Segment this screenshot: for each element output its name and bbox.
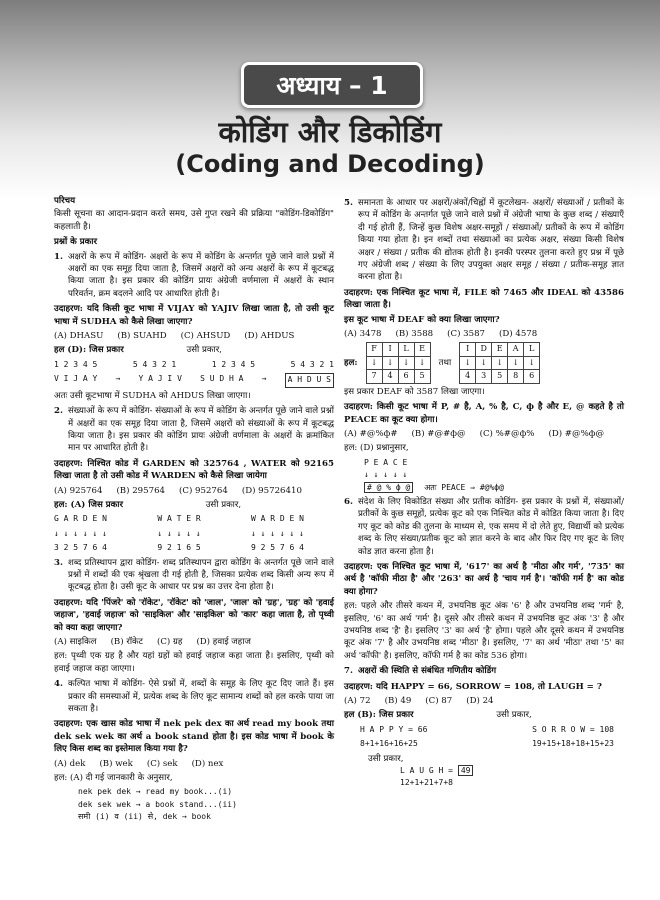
section-text: शब्द प्रतिस्थापन द्वारा कोडिंग- शब्द प्रतिस्थापन द्वारा कोडिंग के अन्तर्गत पूछे जाने वाले प्रश्नों में शब्दों की एक श्रृंखला दी गई होती है, जिसका प्रत्येक शब्द किसी अन्य रूप में कूटबद्ध होता है। उसी कूट के आधार पर प्रश्न का उत्तर देना होता है। [68, 557, 334, 593]
example-4-line: समी (i) व (ii) से, dek → book [78, 812, 211, 822]
option: (A) 925764 [54, 485, 103, 496]
word: Y A J I V [138, 374, 182, 384]
option: (B) 49 [384, 696, 412, 707]
option: (C) %#@ф% [479, 428, 535, 439]
right-column [344, 195, 624, 790]
option: (D) 24 [466, 696, 494, 707]
down-arrow-icon: ↓ ↓ ↓ ↓ ↓ [157, 528, 201, 538]
option: (B) wek [99, 758, 133, 769]
example-1-solution [54, 344, 334, 356]
table-cell: L [398, 343, 414, 356]
section-3 [54, 557, 334, 594]
answer-word: A H D U S [285, 373, 334, 387]
example-2-options [54, 485, 334, 497]
connector-text: तथा [438, 357, 452, 368]
section-text: अक्षरों के रूप में कोडिंग- अक्षरों के रूप में कोडिंग के अन्तर्गत पूछे जाने वाले प्रश्नों में अक्षरों का एक समूह दिया जाता है, जिसमें अक्षरों को अन्य अक्षरों के रूप में कूटबद्ध किया जाता है। इस प्रकार की कोडिंग प्रायः अंग्रेजी वर्णमाला में अक्षरों के स्थान परिवर्तन, क्रम बदलने आदि पर आधारित होती है। [68, 251, 334, 299]
number-seq: 5 4 3 2 1 [132, 359, 177, 369]
example-8-sums [344, 738, 624, 750]
number-seq: 9 2 5 7 6 4 [251, 543, 304, 553]
section-number: 2. [54, 406, 63, 417]
sorrow-code: S O R R O W = 108 [532, 724, 614, 734]
example-5-question-2: इस कूट भाषा में DEAF को क्या लिखा जाएगा? [344, 314, 500, 325]
laugh-word: L A U G H = [400, 766, 453, 776]
example-2-arrows [54, 528, 334, 540]
table-cell: F [366, 343, 382, 356]
solution-mid: उसी प्रकार, [205, 499, 242, 510]
example-1-options [54, 330, 334, 342]
example-2-solution [54, 499, 334, 511]
section-number: 5. [344, 198, 353, 208]
section-1 [54, 251, 334, 301]
table-cell: I [382, 343, 398, 356]
word: W A T E R [157, 514, 201, 524]
example-8-usi: उसी प्रकार, [368, 753, 404, 764]
table-cell: 3 [476, 370, 492, 383]
section-number: 7. [344, 666, 353, 677]
table-cell: A [508, 343, 524, 356]
section-6 [344, 496, 624, 558]
table-cell: 4 [460, 370, 476, 383]
section-number: 6. [344, 496, 353, 507]
table-cell: 6 [398, 370, 414, 383]
example-3-question: उदाहरण: यदि 'पिंजरे' को 'रॉकेट', 'रॉकेट' को 'जाल', 'जाल' को 'ग्रह', 'ग्रह' को 'हवाई जहाज', 'हवाई जहाज' को 'साइकिल' और 'साइकिल' को 'कार' कहा जाता है, तो पृथ्वी को क्या कहा जाएगा? [54, 597, 334, 633]
number-seq: 1 2 3 4 5 [54, 359, 98, 369]
option: (A) #@%ф# [344, 428, 398, 439]
page-title-hindi: कोडिंग और डिकोडिंग [218, 115, 442, 149]
example-1-words [54, 373, 334, 387]
chapter-label: अध्याय – 1 [241, 62, 423, 108]
number-seq: 3 2 5 7 6 4 [54, 543, 107, 553]
section-number: 4. [54, 679, 63, 690]
table-cell: 7 [366, 370, 382, 383]
intro-heading: परिचय [54, 196, 76, 206]
example-4-question: उदाहरण: एक खास कोड भाषा में nek pek dex का अर्थ read my book तथा dek sek wek का अर्थ a book stand होता है। इस कोड भाषा में book के लिए किस शब्द का इस्तेमाल किया गया है? [54, 719, 334, 755]
option: (D) AHDUS [244, 331, 295, 342]
section-heading: अक्षरों की स्थिति से संबंधित गणितीय कोडिंग [358, 666, 497, 677]
example-5-tables [344, 342, 624, 383]
example-8-question: उदाहरण: यदि HAPPY = 66, SORROW = 108, तो LAUGH = ? [344, 681, 602, 692]
example-7-solution: हल: पहले और तीसरे कथन में, उभयनिष्ठ कूट अंक '6' है और उभयनिष्ठ शब्द 'गर्म' है, इसलिए, '6' का अर्थ 'गर्म' है। दूसरे और तीसरे कथन में उभयनिष्ठ कूट अंक '3' है और उभयनिष्ठ शब्द 'है' है। इसलिए '3' का अर्थ 'है' होगा। पहले और दूसरे कथन में उभयनिष्ठ कूट अंक '7' है और उभयनिष्ठ शब्द 'मीठा' है। इसलिए, '7' का अर्थ 'मीठा' तथा '5' का अर्थ 'कॉफी' है। इसलिए, कॉफी गर्म है का कोड 536 होगा। [344, 601, 624, 661]
arrow-icon: → [115, 374, 121, 384]
section-7 [344, 665, 624, 677]
left-column [54, 195, 334, 824]
down-arrow-icon: ↓ ↓ ↓ ↓ ↓ ↓ [251, 528, 304, 538]
example-2-question: उदाहरण: निश्चित कोड में GARDEN को 325764 , WATER को 92165 लिखा जाता है तो उसी कोड में WARDEN को कैसे लिखा जायेगा [54, 458, 334, 482]
option: (B) रॉकेट [110, 637, 143, 647]
option: (C) 3587 [447, 329, 486, 340]
down-arrow-icon: ↓ ↓ ↓ ↓ ↓ ↓ [54, 528, 107, 538]
laugh-code [344, 765, 624, 777]
word: S U D H A [200, 374, 244, 384]
section-2 [54, 405, 334, 455]
solution-mid: उसी प्रकार, [496, 710, 532, 721]
section-text: समानता के आधार पर अक्षरों/अंकों/चिह्नों में कूटलेखन- अक्षरों/ संख्याओं / प्रतीकों के रूप में कोडिंग के अन्तर्गत पूछे जाने वाले प्रश्नों में अंग्रेजी भाषा के कुछ शब्द / संख्याएँ दी गई होती हैं, जिन्हें कुछ विशेष अक्षर-समूहों / संख्याओं/ प्रतीकों के रूप में कोडिंग किया गया होता है। इन शब्दों तथा संख्याओं का प्रत्येक अक्षर, संख्या किसी विशेष अक्षर / संख्या / प्रतीक की द्योतक होती है। इनकी परस्पर तुलना करते हुए प्रश्न में पूछे गए अंग्रेजी शब्द / संख्या के लिए उपयुक्त अक्षर समूह / संख्या / प्रतीक-समूह ज्ञात करना होता है। [358, 198, 624, 283]
option: (D) #@%ф@ [548, 428, 605, 439]
option: (B) SUAHD [117, 331, 167, 342]
example-1-question: उदाहरण: यदि किसी कूट भाषा में VIJAY को YAJIV लिखा जाता है, तो उसी कूट भाषा में SUDHA को कैसे लिखा जाएगा? [54, 304, 334, 327]
option: (C) ग्रह [157, 637, 183, 647]
example-4-options [54, 758, 334, 770]
option: (A) DHASU [54, 331, 104, 342]
example-2-words [54, 513, 334, 525]
option: (B) #@#ф@ [411, 428, 466, 439]
option: (A) dek [54, 758, 86, 769]
option: (B) 3588 [395, 329, 434, 340]
table-cell: 5 [414, 370, 430, 383]
number-seq: 9 2 1 6 5 [157, 543, 201, 553]
option: (C) sek [146, 758, 178, 769]
solution-label: हल: [344, 357, 358, 368]
example-8-solution [344, 709, 624, 721]
table-cell: 4 [382, 370, 398, 383]
example-1-numbers [54, 359, 334, 371]
ideal-code-table: I D E A L ↓ ↓ ↓ ↓ ↓ 4 3 5 8 6 [459, 342, 540, 383]
example-4-line: dek sek wek → a book stand...(ii) [78, 799, 237, 809]
down-arrow-icon: ↓ ↓ ↓ ↓ ↓ [364, 470, 408, 480]
peace-diagram [344, 457, 624, 494]
table-cell: D [476, 343, 492, 356]
peace-answer: अतः PEACE ⇒ #@%ф@ [424, 482, 504, 492]
example-5-question: उदाहरण: एक निश्चित कूट भाषा में, FILE को 7465 और IDEAL को 43586 लिखा जाता है। [344, 287, 624, 311]
section-number: 1. [54, 251, 63, 262]
table-cell: L [524, 343, 540, 356]
example-2-numbers [54, 542, 334, 554]
option: (D) nex [191, 758, 224, 769]
example-1-answer: अतः उसी कूटभाषा में SUDHA को AHDUS लिखा जाएगा। [54, 390, 251, 401]
table-cell: 6 [524, 370, 540, 383]
example-3-solution: हल: पृथ्वी एक ग्रह है और यहां ग्रहों को हवाई जहाज कहा जाता है। इसलिए, पृथ्वी को हवाई जहाज कहा जाएगा। [54, 651, 334, 674]
arrow-icon: → [261, 374, 267, 384]
table-cell: E [414, 343, 430, 356]
option: (C) AHSUD [180, 331, 231, 342]
section-text: संख्याओं के रूप में कोडिंग- संख्याओं के रूप में कोडिंग के अन्तर्गत पूछे जाने वाले प्रश्नों में अक्षरों का एक समूह दिया जाता है, जिसमें अक्षरों को संख्याओं के रूप में कूटबद्ध किया जाता है। इस प्रकार की कोडिंग प्रायः अंग्रेजी वर्णमाला के अक्षरों के क्रमांकित मान पर आधारित होती है। [68, 406, 334, 454]
number-seq: 5 4 3 2 1 [290, 359, 334, 369]
section-4 [54, 678, 334, 715]
laugh-answer: 49 [458, 765, 474, 776]
peace-letters: P E A C E [364, 457, 408, 467]
happy-code: H A P P Y = 66 [360, 724, 428, 734]
option: (D) 4578 [499, 329, 538, 340]
option: (B) 295764 [116, 485, 166, 496]
option: (A) साइकिल [54, 637, 97, 647]
table-cell: E [492, 343, 508, 356]
page-title-english: (Coding and Decoding) [175, 150, 485, 178]
solution-label: हल (D): जिस प्रकार [54, 345, 124, 356]
section-text: कल्पित भाषा में कोडिंग- ऐसे प्रश्नों में, शब्दों के समूह के लिए कूट दिए जाते हैं। इस प्रकार की समस्याओं में, प्रत्येक शब्द के लिए कूट सामान्य शब्दों को हल करके पाया जा सकता है। [68, 679, 334, 715]
word: G A R D E N [54, 514, 107, 524]
solution-mid: उसी प्रकार, [186, 345, 222, 356]
option: (D) हवाई जहाज [196, 637, 251, 647]
option: (D) 95726410 [241, 485, 302, 496]
section-5 [344, 197, 624, 284]
option: (A) 3478 [344, 329, 382, 340]
word: W A R D E N [251, 514, 304, 524]
example-6-options [344, 428, 624, 440]
example-3-options [54, 636, 334, 648]
example-5-options [344, 328, 624, 340]
option: (A) 72 [344, 696, 371, 707]
example-6-question: उदाहरण: किसी कूट भाषा में P, # है, A, % है, C, ф है और E, @ कहते है तो PEACE का कूट क्या होगा। [344, 402, 624, 425]
option: (C) 952764 [179, 485, 228, 496]
example-4-solution: हल: (A) दी गई जानकारी के अनुसार, [54, 773, 173, 784]
example-8-options [344, 695, 624, 707]
happy-sum: 8+1+16+16+25 [360, 739, 418, 749]
table-cell: I [460, 343, 476, 356]
example-8-words [344, 724, 624, 736]
file-code-table: F I L E ↓ ↓ ↓ ↓ 7 4 6 5 [366, 342, 431, 383]
laugh-sum: 12+1+21+7+8 [400, 778, 453, 788]
word: V I J A Y [54, 374, 98, 384]
section-number: 3. [54, 557, 63, 568]
table-cell: 8 [508, 370, 524, 383]
example-6-solution: हल: (D) प्रश्नानुसार, [344, 443, 409, 454]
solution-label: हल (B): जिस प्रकार [344, 710, 414, 721]
example-4-line: nek pek dek → read my book...(i) [78, 787, 233, 797]
sorrow-sum: 19+15+18+18+15+23 [532, 739, 614, 749]
example-5-answer: इस प्रकार DEAF को 3587 लिखा जाएगा। [344, 386, 485, 397]
solution-label: हल: (A) जिस प्रकार [54, 499, 123, 510]
table-cell: 5 [492, 370, 508, 383]
section-text: संदेश के लिए विकोडित संख्या और प्रतीक कोडिंग- इस प्रकार के प्रश्नों में, संख्याओं/प्रतीकों के कुछ समूहों, प्रत्येक कूट को एक निश्चित कोड में कोडित किया जाता है। दिए गए कूट को कोड की तुलना के माध्यम से, एक समय में दो लेते हुए, विद्यार्थी को प्रत्येक शब्द के लिए संख्या/प्रतीक कूट को ज्ञात करने के बाद और फिर दिए गए कूट के लिए कोड ज्ञात करना होता है। [358, 496, 624, 557]
option: (C) 87 [425, 696, 453, 707]
types-heading: प्रश्नों के प्रकार [54, 237, 98, 248]
number-seq: 1 2 3 4 5 [211, 359, 256, 369]
peace-codes: # @ % ф @ [364, 482, 413, 493]
example-7-question: उदाहरण: एक निश्चित कूट भाषा में, '617' का अर्थ है 'मीठा और गर्म', '735' का अर्थ है 'कॉफी मीठा है' और '263' का अर्थ है 'चाय गर्म है'। 'कॉफी गर्म है' का कोड क्या होगा? [344, 561, 624, 597]
intro-text: किसी सूचना का आदान-प्रदान करते समय, उसे गुप्त रखने की प्रक्रिया "कोडिंग-डिकोडिंग" कहलाती है। [54, 209, 334, 232]
